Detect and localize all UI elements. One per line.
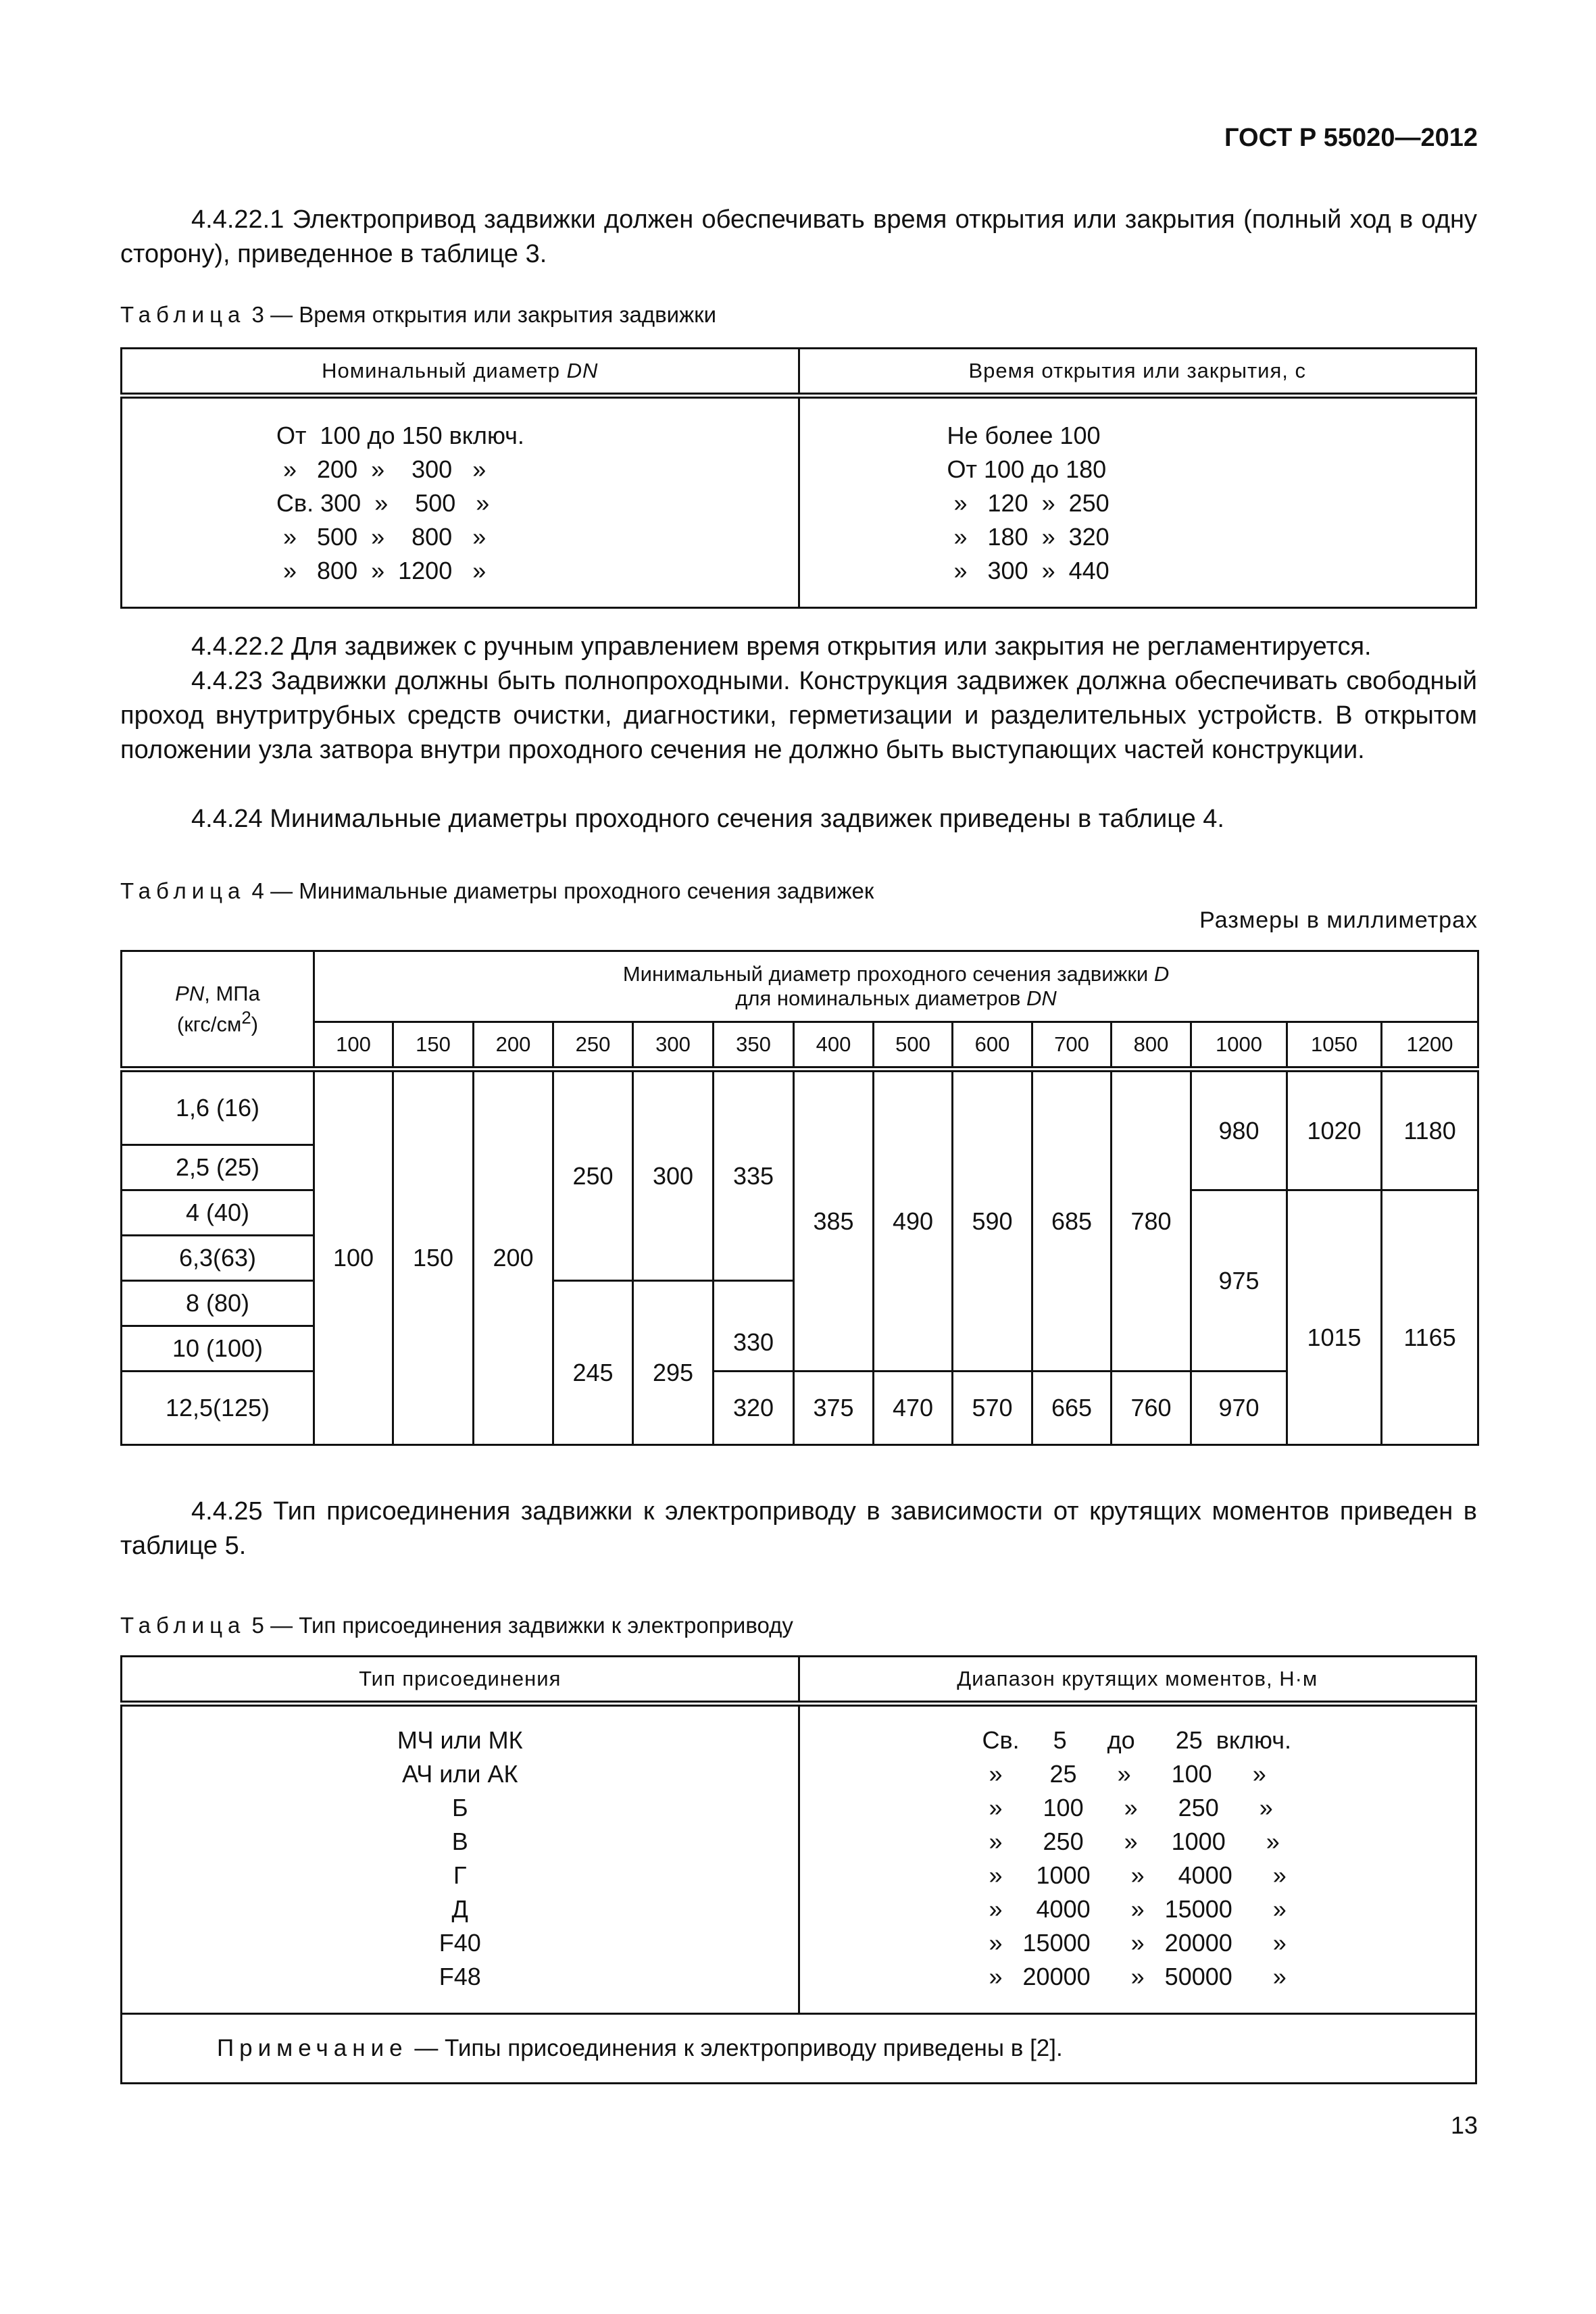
dn-1200: 1200 xyxy=(1382,1022,1478,1070)
cell-value: 200 xyxy=(474,1070,553,1445)
cell-value: 1015 xyxy=(1287,1190,1382,1445)
cell-value: 665 xyxy=(1032,1372,1112,1445)
dn-600: 600 xyxy=(953,1022,1032,1070)
cell-value: 1180 xyxy=(1382,1070,1478,1190)
table-line: » 100 » 250 » xyxy=(982,1794,1273,1821)
table-line: АЧ или АК xyxy=(402,1760,518,1788)
cell-value: 100 xyxy=(314,1070,393,1445)
cell-value: 330 xyxy=(714,1281,794,1372)
table-line: » 120 » 250 xyxy=(947,489,1109,517)
table3-times xyxy=(799,396,1476,608)
table-line: В xyxy=(451,1828,468,1855)
cell-value: 385 xyxy=(794,1070,874,1372)
cell-value: 320 xyxy=(714,1372,794,1445)
table-line: F40 xyxy=(439,1929,481,1957)
dn-100: 100 xyxy=(314,1022,393,1070)
cell-value: 150 xyxy=(393,1070,474,1445)
dn-200: 200 xyxy=(474,1022,553,1070)
dn-500: 500 xyxy=(874,1022,953,1070)
table5-caption: Таблица 5 — Тип присоединения задвижки к электроприводу xyxy=(120,1613,793,1638)
pn-8: 8 (80) xyxy=(122,1281,314,1326)
cell-value: 590 xyxy=(953,1070,1032,1372)
table-line: От 100 до 150 включ. xyxy=(276,422,524,449)
dn-400: 400 xyxy=(794,1022,874,1070)
pn-6-3: 6,3(63) xyxy=(122,1236,314,1281)
table-line: Св. 5 до 25 включ. xyxy=(982,1726,1292,1754)
cell-value: 980 xyxy=(1191,1070,1287,1190)
dn-150: 150 xyxy=(393,1022,474,1070)
table4-diameter-head: Минимальный диаметр проходного сечения задвижки D для номинальных диаметров DN xyxy=(314,951,1478,1022)
document-header: ГОСТ Р 55020—2012 xyxy=(1224,124,1478,152)
page-number: 13 xyxy=(1450,2111,1478,2139)
table3-head-time: Время открытия или закрытия, с xyxy=(799,349,1476,396)
table4-pn-head: PN, МПа $(кгс/см^2)$ xyxy=(122,951,314,1070)
dn-1050: 1050 xyxy=(1287,1022,1382,1070)
cell-value: 295 xyxy=(633,1281,714,1445)
paragraph-4-4-25: 4.4.25 Тип присоединения задвижки к электроприводу в зависимости от крутящих моментов приведен в таблице 5. xyxy=(120,1497,1477,1560)
table5-head-type: Тип присоединения xyxy=(122,1657,799,1704)
table-line: Г xyxy=(453,1861,467,1889)
table-line: » 25 » 100 » xyxy=(982,1760,1266,1788)
table-line: » 800 » 1200 » xyxy=(276,557,487,584)
dn-350: 350 xyxy=(714,1022,794,1070)
table-line: Не более 100 xyxy=(947,422,1101,449)
table-line: » 180 » 320 xyxy=(947,523,1109,551)
pn-4: 4 (40) xyxy=(122,1190,314,1236)
pn-10: 10 (100) xyxy=(122,1326,314,1372)
table-line: » 250 » 1000 » xyxy=(982,1828,1280,1855)
cell-value: 470 xyxy=(874,1372,953,1445)
cell-value: 375 xyxy=(794,1372,874,1445)
table5-head-torque: Диапазон крутящих моментов, Н·м xyxy=(799,1657,1476,1704)
table-line: » 15000 » 20000 » xyxy=(982,1929,1287,1957)
pn-1-6: 1,6 (16) xyxy=(122,1070,314,1145)
table-line: F48 xyxy=(439,1963,481,1990)
cell-value: 780 xyxy=(1112,1070,1191,1372)
table-line: Д xyxy=(451,1895,468,1923)
dn-250: 250 xyxy=(553,1022,633,1070)
dn-700: 700 xyxy=(1032,1022,1112,1070)
table-line: МЧ или МК xyxy=(397,1726,523,1754)
table4-units: Размеры в миллиметрах xyxy=(1199,907,1478,933)
cell-value: 250 xyxy=(553,1070,633,1281)
cell-value: 570 xyxy=(953,1372,1032,1445)
table-line: Б xyxy=(451,1794,468,1821)
cell-value: 300 xyxy=(633,1070,714,1281)
pn-12-5: 12,5(125) xyxy=(122,1372,314,1445)
table-line: » 20000 » 50000 » xyxy=(982,1963,1287,1990)
dn-800: 800 xyxy=(1112,1022,1191,1070)
cell-value: 335 xyxy=(714,1070,794,1281)
dn-1000: 1000 xyxy=(1191,1022,1287,1070)
cell-value: 685 xyxy=(1032,1070,1112,1372)
table-line: » 4000 » 15000 » xyxy=(982,1895,1287,1923)
table-4 xyxy=(120,950,1479,1446)
table-line: » 200 » 300 » xyxy=(276,455,487,483)
table-line: » 300 » 440 xyxy=(947,557,1109,584)
table-line: От 100 до 180 xyxy=(947,455,1107,483)
cell-value: 490 xyxy=(874,1070,953,1372)
pn-2-5: 2,5 (25) xyxy=(122,1145,314,1190)
paragraph-4-4-23: 4.4.23 Задвижки должны быть полнопроходными. Конструкция задвижек должна обеспечивать свободный проход внутритрубных средств очистки, диагностики, герметизации и разделительных устройств. В открытом положении узла затвора внутри проходного сечения не должно быть выступающих частей конструкции. xyxy=(120,667,1477,764)
table4-caption: Таблица 4 — Минимальные диаметры проходного сечения задвижек xyxy=(120,878,874,903)
dn-300: 300 xyxy=(633,1022,714,1070)
paragraph-4-4-22-2: 4.4.22.2 Для задвижек с ручным управлением время открытия или закрытия не регламентируется. xyxy=(191,632,1372,661)
cell-value: 970 xyxy=(1191,1372,1287,1445)
table-line: » 1000 » 4000 » xyxy=(982,1861,1287,1889)
table3-diameters xyxy=(122,396,799,608)
paragraph-4-4-24: 4.4.24 Минимальные диаметры проходного сечения задвижек приведены в таблице 4. xyxy=(191,805,1224,833)
table5-note: Примечание — Типы присоединения к электроприводу приведены в [2]. xyxy=(122,2014,1476,2084)
table-5 xyxy=(120,1655,1477,2084)
cell-value: 245 xyxy=(553,1281,633,1445)
table-3 xyxy=(120,347,1477,609)
table3-caption: Таблица 3 — Время открытия или закрытия задвижки xyxy=(120,302,717,327)
cell-value: 760 xyxy=(1112,1372,1191,1445)
table3-head-diameter: Номинальный диаметр DN xyxy=(122,349,799,396)
paragraph-4-4-22-1: 4.4.22.1 Электропривод задвижки должен обеспечивать время открытия или закрытия (полный ход в одну сторону), приведенное в таблице 3. xyxy=(120,205,1477,268)
table5-types xyxy=(122,1704,799,2014)
cell-value: 975 xyxy=(1191,1190,1287,1372)
table-line: » 500 » 800 » xyxy=(276,523,487,551)
cell-value: 1020 xyxy=(1287,1070,1382,1190)
cell-value: 1165 xyxy=(1382,1190,1478,1445)
table5-ranges xyxy=(799,1704,1476,2014)
table-line: Св. 300 » 500 » xyxy=(276,489,490,517)
